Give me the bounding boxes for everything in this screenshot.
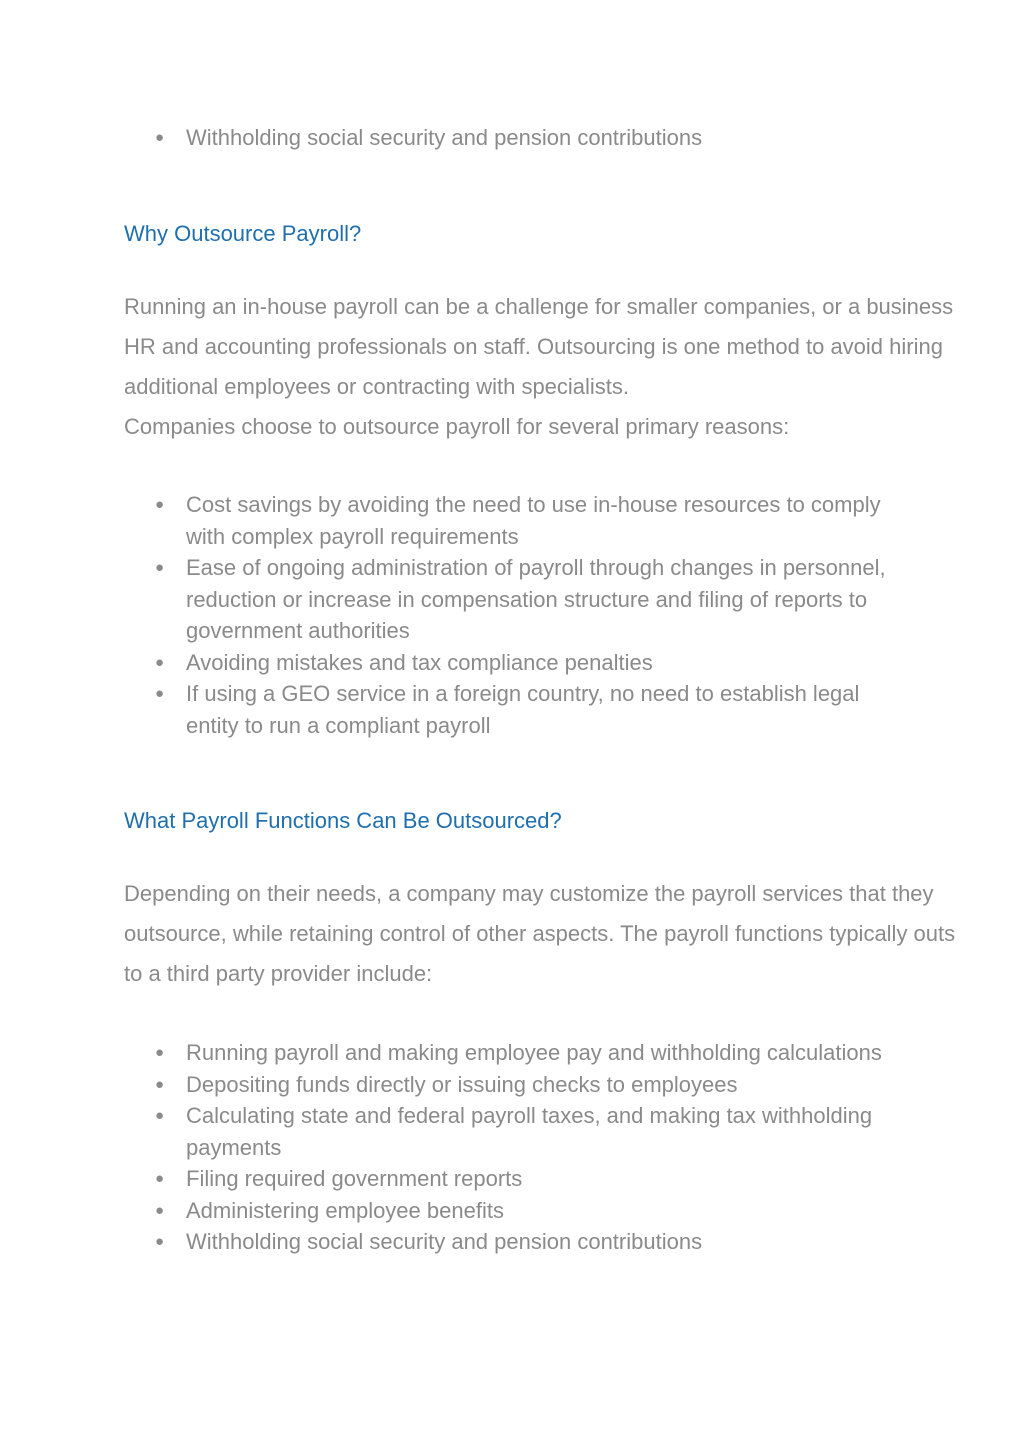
functions-bullet-list bbox=[0, 1037, 886, 1258]
paragraph-line: outsource, while retaining control of other aspects. The payroll functions typically outs bbox=[124, 921, 956, 946]
bullet-icon: ● bbox=[155, 685, 165, 702]
list-item bbox=[0, 1226, 886, 1258]
top-bullet-list bbox=[0, 122, 886, 154]
bullet-icon: ● bbox=[155, 496, 165, 513]
list-item bbox=[0, 647, 886, 679]
section-paragraph-what-functions bbox=[124, 874, 955, 994]
paragraph-line: HR and accounting professionals on staff. Outsourcing is one method to avoid hiring bbox=[124, 334, 943, 359]
paragraph-line: Depending on their needs, a company may customize the payroll services that they bbox=[124, 881, 934, 906]
list-item-text: Administering employee benefits bbox=[186, 1197, 504, 1223]
bullet-icon: ● bbox=[155, 1170, 165, 1187]
bullet-icon: ● bbox=[155, 1233, 165, 1250]
bullet-icon: ● bbox=[155, 1107, 165, 1124]
list-item bbox=[0, 1163, 886, 1195]
list-item bbox=[0, 552, 886, 647]
list-item-text: If using a GEO service in a foreign country, no need to establish legal entity to run a compliant payroll bbox=[186, 681, 860, 738]
section-heading-why-outsource: Why Outsource Payroll? bbox=[124, 221, 362, 246]
list-item-text: Filing required government reports bbox=[186, 1166, 523, 1191]
paragraph-line: additional employees or contracting with specialists. bbox=[124, 374, 630, 399]
list-item-text: Calculating state and federal payroll taxes, and making tax withholding payments bbox=[186, 1103, 873, 1160]
list-item bbox=[0, 678, 886, 741]
list-item bbox=[0, 1100, 886, 1163]
reasons-bullet-list bbox=[0, 489, 886, 741]
bullet-icon: ● bbox=[155, 129, 165, 146]
list-item bbox=[0, 489, 886, 552]
list-item-text: Running payroll and making employee pay and withholding calculations bbox=[186, 1040, 882, 1065]
bullet-icon: ● bbox=[155, 653, 165, 671]
bullet-icon: ● bbox=[155, 1201, 165, 1219]
list-item bbox=[0, 1037, 886, 1069]
list-item bbox=[0, 1069, 886, 1101]
section-heading-what-functions: What Payroll Functions Can Be Outsourced? bbox=[124, 808, 562, 833]
bullet-icon: ● bbox=[155, 559, 165, 576]
paragraph-line: to a third party provider include: bbox=[124, 961, 433, 986]
bullet-icon: ● bbox=[155, 1075, 165, 1093]
paragraph-line: Running an in-house payroll can be a challenge for smaller companies, or a business bbox=[124, 294, 954, 319]
list-item-text: Withholding social security and pension contributions bbox=[186, 1229, 703, 1254]
list-item bbox=[0, 122, 886, 154]
section-paragraph-why-outsource bbox=[124, 287, 953, 447]
list-item-text: Withholding social security and pension contributions bbox=[186, 125, 703, 150]
paragraph-line: Companies choose to outsource payroll for several primary reasons: bbox=[124, 414, 790, 439]
bullet-icon: ● bbox=[155, 1044, 165, 1061]
list-item bbox=[0, 1195, 886, 1227]
list-item-text: Avoiding mistakes and tax compliance penalties bbox=[186, 649, 653, 675]
list-item-text: Cost savings by avoiding the need to use in-house resources to comply with complex payroll requirements bbox=[186, 492, 881, 549]
list-item-text: Ease of ongoing administration of payroll through changes in personnel, reduction or increase in compensation structure and filing of reports to government authorities bbox=[186, 555, 886, 643]
list-item-text: Depositing funds directly or issuing checks to employees bbox=[186, 1071, 738, 1097]
